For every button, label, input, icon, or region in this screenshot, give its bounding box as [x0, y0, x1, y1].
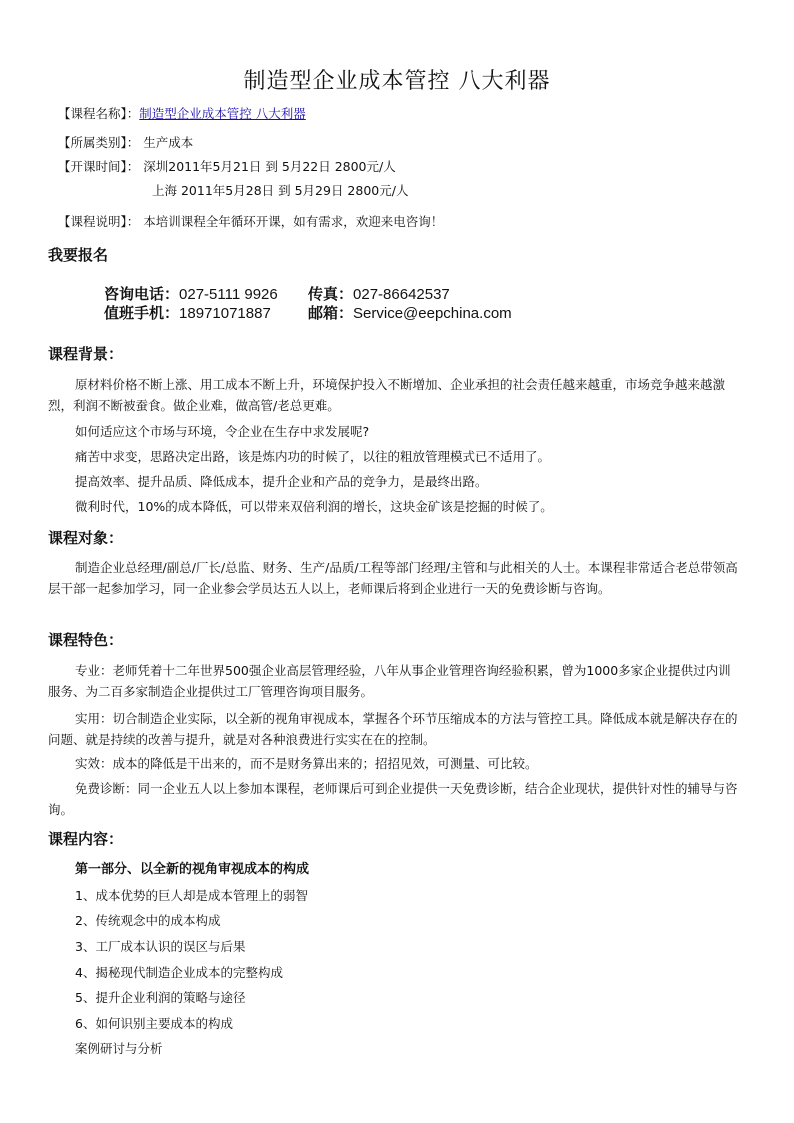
features-heading: 课程特色： [48, 631, 124, 649]
time-label: 【开课时间】： [58, 159, 140, 174]
features-paragraph-1: 专业：老师凭着十二年世界500强企业高层管理经验，八年从事企业管理咨询经验积累，曾为1000多家企业提供过内训服务、为二百多家制造企业提供过工厂管理咨询项目服务。 [48, 663, 731, 699]
content-item: 1、成本优势的巨人却是成本管理上的弱智 [75, 888, 308, 903]
mobile-label: 值班手机： [104, 305, 180, 322]
time-value-2: 上海 2011年5月28日 到 5月29日 2800元/人 [152, 183, 409, 198]
course-name-label: 【课程名称】： [58, 106, 140, 121]
features-paragraph-4: 免费诊断：同一企业五人以上参加本课程，老师课后可到企业提供一天免费诊断，结合企业现状，提供针对性的辅导与咨询。 [48, 781, 738, 817]
course-name-line [58, 104, 306, 122]
content-item: 5、提升企业利润的策略与途径 [75, 990, 246, 1005]
mobile-value: 18971071887 [179, 305, 271, 322]
background-paragraph-1: 原材料价格不断上涨、用工成本不断上升，环境保护投入不断增加、企业承担的社会责任越来越重，市场竞争越来越激烈，利润不断被蚕食。做企业难，做高管/老总更难。 [48, 377, 726, 413]
email-label: 邮箱： [308, 305, 354, 322]
signup-heading: 我要报名 [48, 246, 109, 264]
content-item: 2、传统观念中的成本构成 [75, 913, 221, 928]
contact-row-2 [104, 302, 512, 323]
time-line-2 [152, 181, 408, 199]
description-line [58, 212, 443, 230]
content-case: 案例研讨与分析 [75, 1041, 163, 1056]
content-item: 3、工厂成本认识的误区与后果 [75, 939, 246, 954]
background-heading: 课程背景： [48, 345, 124, 363]
background-line-5: 微利时代，10%的成本降低，可以带来双倍利润的增长，这块金矿该是挖掘的时候了。 [75, 499, 553, 514]
category-label: 【所属类别】： [58, 135, 140, 150]
features-paragraph-2: 实用：切合制造企业实际，以全新的视角审视成本，掌握各个环节压缩成本的方法与管控工具。降低成本就是解决存在的问题、就是持续的改善与提升，就是对各种浪费进行实实在在的控制。 [48, 711, 738, 747]
phone-value: 027-5111 9926 [179, 286, 278, 303]
category-value: 生产成本 [143, 135, 194, 150]
background-line-3: 痛苦中求变，思路决定出路，该是炼内功的时候了，以往的粗放管理模式已不适用了。 [75, 449, 551, 464]
page-title: 制造型企业成本管控 八大利器 [243, 69, 551, 94]
contact-row-1 [104, 283, 450, 304]
time-line-1 [58, 157, 396, 175]
content-part-1-heading: 第一部分、以全新的视角审视成本的构成 [75, 862, 310, 877]
content-item: 4、揭秘现代制造企业成本的完整构成 [75, 965, 283, 980]
content-item: 6、如何识别主要成本的构成 [75, 1016, 233, 1031]
background-line-2: 如何适应这个市场与环境，令企业在生存中求发展呢? [75, 424, 370, 439]
phone-label: 咨询电话： [104, 286, 180, 303]
audience-heading: 课程对象： [48, 529, 124, 547]
fax-value: 027-86642537 [353, 286, 450, 303]
email-value: Service@eepchina.com [353, 305, 512, 322]
time-value-1: 深圳2011年5月21日 到 5月22日 2800元/人 [143, 159, 396, 174]
course-name-link[interactable]: 制造型企业成本管控 八大利器 [139, 106, 306, 121]
background-line-4: 提高效率、提升品质、降低成本，提升企业和产品的竞争力，是最终出路。 [75, 474, 488, 489]
features-line-3: 实效：成本的降低是干出来的，而不是财务算出来的；招招见效，可测量、可比较。 [75, 756, 538, 771]
content-heading: 课程内容： [48, 830, 124, 848]
description-value: 本培训课程全年循环开课，如有需求，欢迎来电咨询！ [143, 214, 444, 229]
category-line [58, 133, 193, 151]
description-label: 【课程说明】： [58, 214, 140, 229]
audience-paragraph: 制造企业总经理/副总/厂长/总监、财务、生产/品质/工程等部门经理/主管和与此相关的人士。本课程非常适合老总带领高层干部一起参加学习，同一企业参会学员达五人以上，老师课后将到企业进行一天的免费诊断与咨询。 [48, 560, 738, 596]
fax-label: 传真： [308, 286, 354, 303]
